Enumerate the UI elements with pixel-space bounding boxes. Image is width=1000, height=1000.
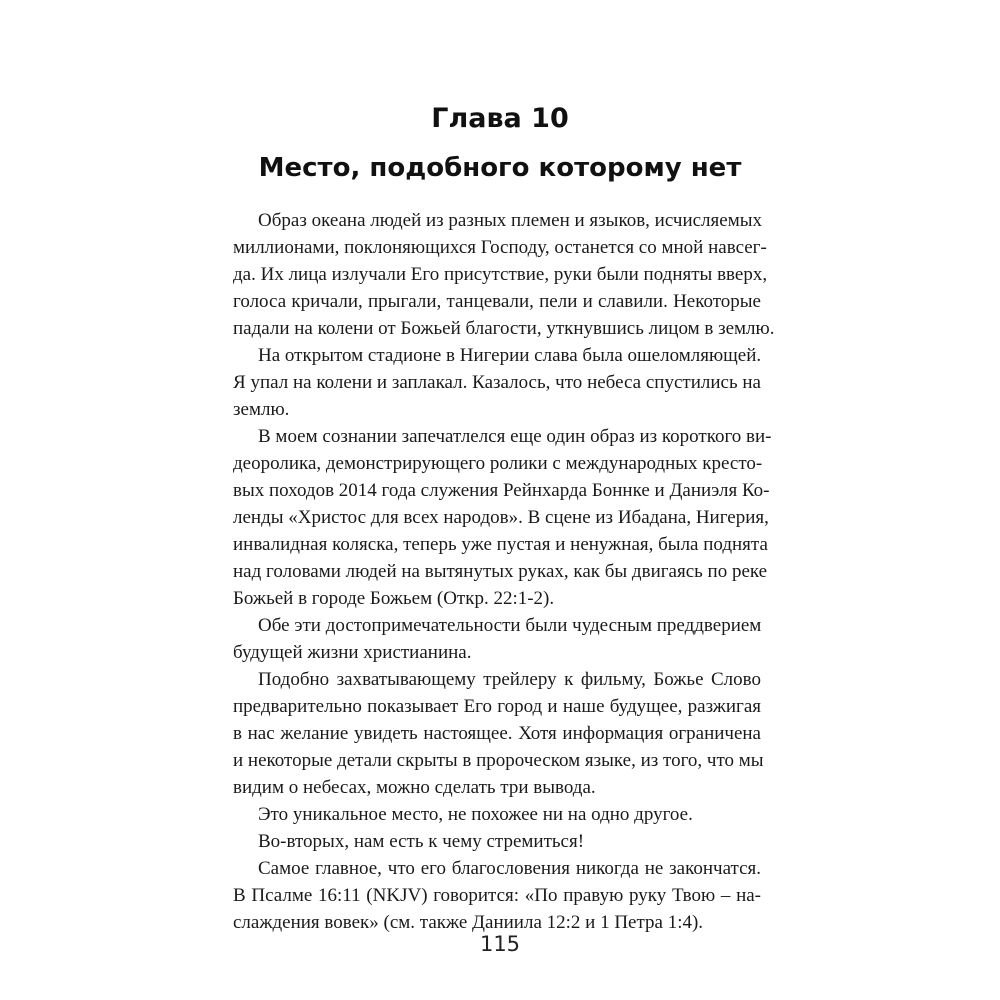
text-line: Обе эти достопримечательности были чудесным преддверием (258, 615, 762, 636)
text-line: инвалидная коляска, теперь уже пустая и ненужная, была поднята (233, 534, 768, 555)
text-line: Божьей в городе Божьем (Откр. 22:1-2). (233, 588, 555, 609)
text-line: голоса кричали, прыгали, танцевали, пели и славили. Некоторые (233, 291, 761, 312)
text-line: деоролика, демонстрирующего ролики с международных кресто- (233, 453, 763, 474)
text-line: В Псалме 16:11 (NKJV) говорится: «По правую руку Твою – на- (233, 885, 761, 906)
chapter-number: Глава 10 (431, 103, 569, 134)
text-line: Во-вторых, нам есть к чему стремиться! (258, 831, 585, 852)
text-line: Образ океана людей из разных племен и языков, исчисляемых (258, 210, 763, 231)
text-line: и некоторые детали скрыты в пророческом языке, из того, что мы (233, 750, 764, 771)
text-line: ленды «Христос для всех народов». В сцене из Ибадана, Нигерия, (233, 507, 769, 528)
text-line: На открытом стадионе в Нигерии слава была ошеломляющей. (258, 345, 762, 366)
text-line: миллионами, поклоняющихся Господу, останется со мной навсег- (233, 237, 767, 258)
text-line: видим о небесах, можно сделать три вывода. (233, 777, 596, 798)
chapter-body (233, 207, 775, 936)
text-line: вых походов 2014 года служения Рейнхарда Боннке и Даниэля Ко- (233, 480, 770, 501)
text-line: слаждения вовек» (см. также Даниила 12:2 и 1 Петра 1:4). (233, 912, 704, 933)
text-line: над головами людей на вытянутых руках, как бы двигаясь по реке (233, 561, 768, 582)
text-line: Самое главное, что его благословения никогда не закончатся. (258, 858, 761, 879)
text-line: будущей жизни христианина. (233, 642, 472, 663)
text-line: в нас желание увидеть настоящее. Хотя информация ограничена (233, 723, 761, 744)
chapter-title: Место, подобного которому нет (258, 153, 742, 183)
text-line: Это уникальное место, не похожее ни на одно другое. (258, 804, 693, 825)
text-line: Я упал на колени и заплакал. Казалось, что небеса спустились на (233, 372, 761, 393)
text-line: В моем сознании запечатлелся еще один образ из короткого ви- (258, 426, 772, 447)
text-line: да. Их лица излучали Его присутствие, руки были подняты вверх, (233, 264, 768, 285)
text-line: землю. (233, 399, 290, 420)
text-line: предварительно показывает Его город и наше будущее, разжигая (233, 696, 761, 717)
text-line: падали на колени от Божьей благости, уткнувшись лицом в землю. (233, 318, 775, 339)
page-number: 115 (479, 932, 521, 956)
text-line: Подобно захватывающему трейлеру к фильму, Божье Слово (258, 669, 761, 690)
